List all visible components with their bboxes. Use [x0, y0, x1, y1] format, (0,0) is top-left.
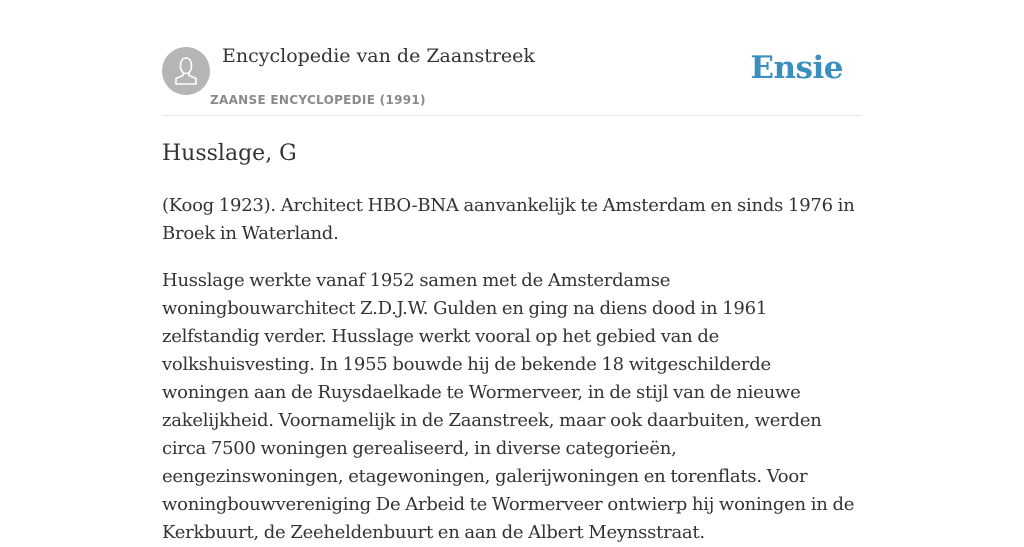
article-paragraph: (Koog 1923). Architect HBO-BNA aanvankelijk te Amsterdam en sinds 1976 in Broek in Waterland. [162, 195, 855, 244]
source-header [162, 0, 862, 116]
article-paragraph: Husslage werkte vanaf 1952 samen met de Amsterdamse woningbouwarchitect Z.D.J.W. Gulden en ging na diens dood in 1961 zelfstandig verder. Husslage werkt vooral op het gebied van de volkshuisvesting. In 1955 bouwde hij de bekende 18 witgeschilderde woningen aan de Ruysdaelkade te Wormerveer, in de stijl van de nieuwe zakelijkheid. Voornamelijk in de Zaanstreek, maar ook daarbuiten, werden circa 7500 woningen gerealiseerd, in diverse categorieën, eengezinswoningen, etagewoningen, galerijwoningen en torenflats. Voor woningbouwvereniging De Arbeid te Wormerveer ontwierp hij woningen in de Kerkbuurt, de Zeeheldenbuurt en aan de Albert Meynsstraat. [162, 270, 855, 543]
brand-logo[interactable]: Ensie [750, 50, 843, 86]
article [162, 138, 862, 547]
source-subtitle: ZAANSE ENCYCLOPEDIE (1991) [210, 93, 426, 107]
article-title: Husslage, G [162, 141, 297, 166]
user-outline-icon[interactable] [162, 47, 210, 95]
source-title[interactable]: Encyclopedie van de Zaanstreek [222, 45, 535, 67]
